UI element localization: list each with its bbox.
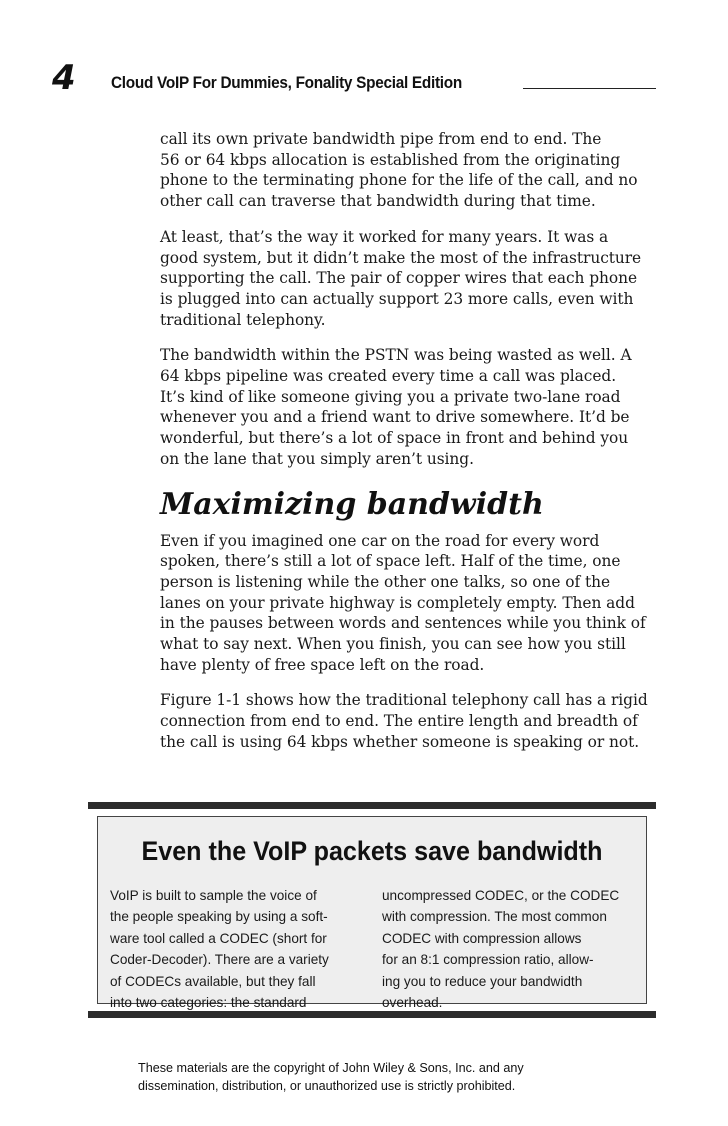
paragraph-3 [160, 345, 670, 469]
sidebar-line: ing you to reduce your bandwidth [382, 973, 583, 989]
sidebar-box [88, 802, 656, 1018]
paragraph-1 [160, 129, 670, 212]
sidebar-line: ware tool called a CODEC (short for [110, 930, 327, 946]
sidebar-line: CODEC with compression allows [382, 930, 582, 946]
text-line: have plenty of free space left on the road. [160, 655, 485, 674]
sidebar-panel [97, 816, 647, 1011]
header-rule [523, 88, 656, 89]
sidebar-line: VoIP is built to sample the voice of [110, 888, 317, 903]
sidebar-line: the people speaking by using a soft- [110, 909, 328, 925]
sidebar-column-left [110, 885, 370, 1013]
page-number: 4 [52, 58, 76, 98]
text-line: person is listening while the other one talks, so one of the [160, 572, 611, 591]
sidebar-title: Even the VoIP packets save bandwidth [141, 836, 603, 866]
sidebar-line: with compression. The most common [382, 909, 607, 925]
text-line: Even if you imagined one car on the road for every word [160, 531, 600, 550]
text-line: 64 kbps pipeline was created every time a call was placed. [160, 367, 617, 386]
footer-line: dissemination, distribution, or unauthorized use is strictly prohibited. [138, 1078, 516, 1093]
sidebar-line: Coder-Decoder). There are a variety [110, 952, 329, 968]
sidebar-column-right [382, 885, 642, 1013]
text-line: spoken, there’s still a lot of space left. Half of the time, one [160, 552, 621, 571]
text-line: traditional telephony. [160, 310, 326, 329]
section-heading: Maximizing bandwidth [160, 486, 544, 522]
text-line: the call is using 64 kbps whether someone is speaking or not. [160, 732, 640, 751]
paragraph-5 [160, 690, 670, 752]
text-line: 56 or 64 kbps allocation is established from the originating [160, 150, 621, 169]
paragraph-2 [160, 227, 670, 331]
footer-line: These materials are the copyright of John Wiley & Sons, Inc. and any [138, 1061, 524, 1075]
text-line: connection from end to end. The entire length and breadth of [160, 712, 638, 731]
text-line: whenever you and a friend want to drive somewhere. It’d be [160, 408, 630, 427]
text-line: supporting the call. The pair of copper wires that each phone [160, 269, 638, 288]
text-line: It’s kind of like someone giving you a private two-lane road [160, 387, 621, 406]
copyright-footer [138, 1060, 608, 1095]
text-line: phone to the terminating phone for the life of the call, and no [160, 171, 638, 190]
text-line: At least, that’s the way it worked for many years. It was a [160, 227, 609, 246]
sidebar-line: overhead. [382, 995, 443, 1011]
text-line: what to say next. When you finish, you can see how you still [160, 635, 626, 654]
sidebar-line: of CODECs available, but they fall [110, 973, 316, 989]
text-line: call its own private bandwidth pipe from end to end. The [160, 130, 602, 148]
text-line: on the lane that you simply aren’t using. [160, 449, 474, 468]
text-line: The bandwidth within the PSTN was being wasted as well. A [160, 346, 632, 365]
text-line: wonderful, but there’s a lot of space in front and behind you [160, 429, 629, 448]
text-line: is plugged into can actually support 23 more calls, even with [160, 289, 634, 308]
sidebar-line: into two categories: the standard [110, 995, 307, 1011]
sidebar-line: for an 8:1 compression ratio, allow- [382, 952, 594, 968]
text-line: other call can traverse that bandwidth during that time. [160, 192, 596, 211]
text-line: lanes on your private highway is completely empty. Then add [160, 593, 635, 612]
sidebar-line: uncompressed CODEC, or the CODEC [382, 888, 620, 903]
paragraph-4 [160, 531, 670, 676]
body-text [160, 129, 670, 768]
text-line: good system, but it didn’t make the most of the infrastructure [160, 248, 642, 267]
text-line: in the pauses between words and sentences while you think of [160, 614, 646, 633]
running-head-title: Cloud VoIP For Dummies, Fonality Special Edition [111, 74, 462, 92]
text-line: Figure 1-1 shows how the traditional telephony call has a rigid [160, 691, 648, 710]
